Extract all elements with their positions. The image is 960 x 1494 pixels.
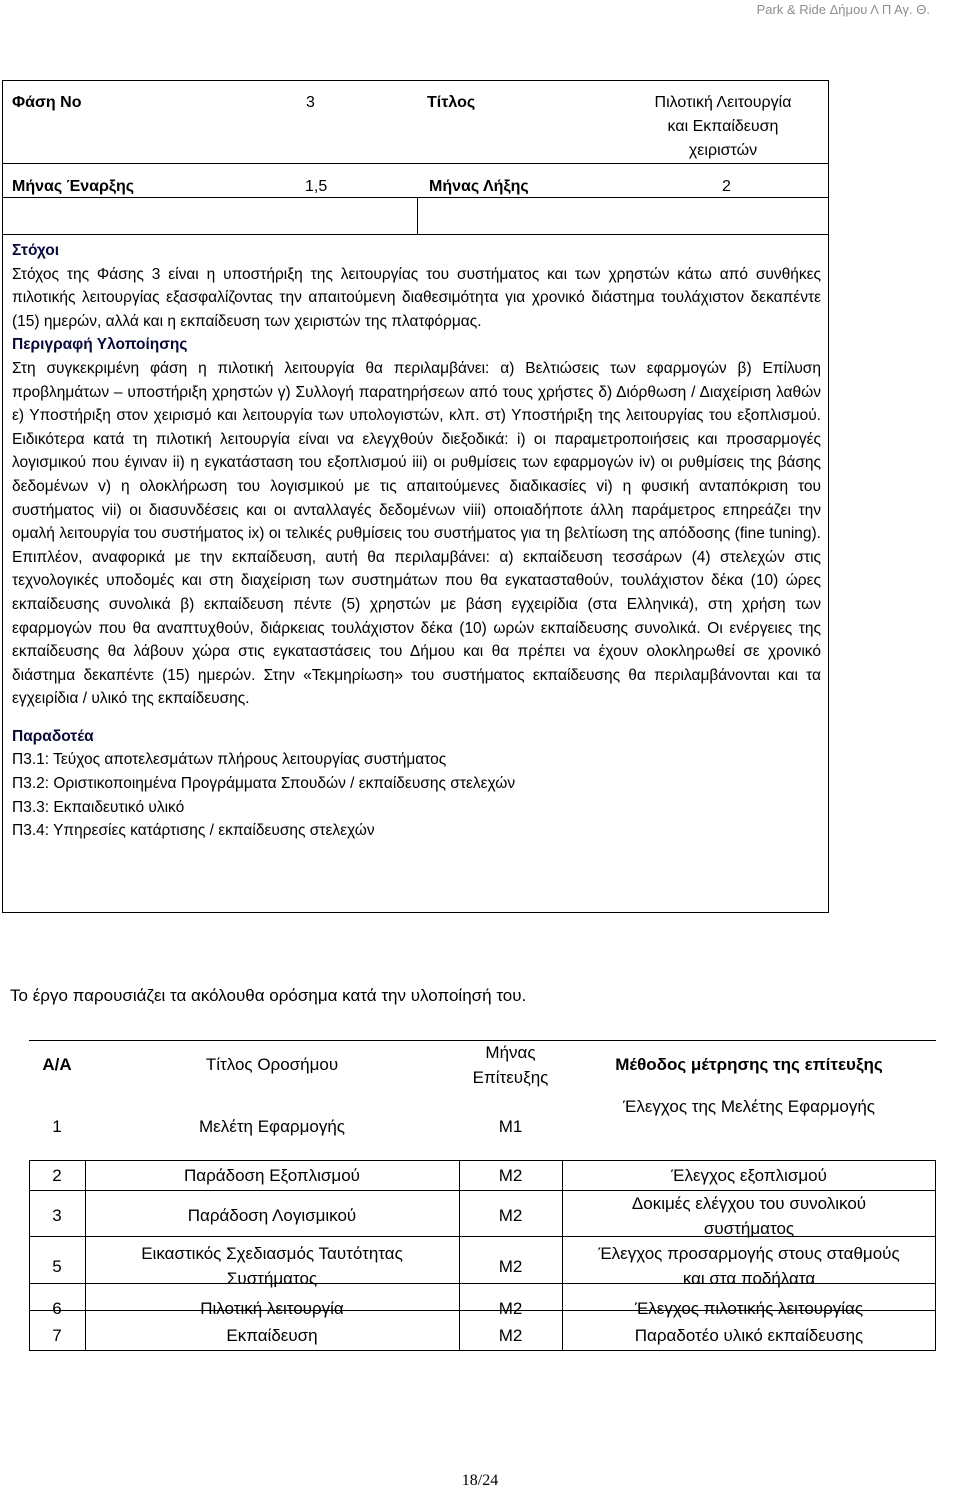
- table-divider: [3, 163, 828, 164]
- table-divider: [29, 1350, 936, 1351]
- table-divider: [3, 234, 828, 235]
- table-row-method: Έλεγχος εξοπλισμού: [671, 1166, 827, 1185]
- end-month-label: Μήνας Λήξης: [429, 178, 529, 195]
- table-row-month: Μ2: [498, 1326, 523, 1345]
- col-header-month: Μήνας Επίτευξης: [472, 1043, 549, 1087]
- table-row-method: Παραδοτέο υλικό εκπαίδευσης: [634, 1326, 864, 1345]
- phase-title-value: Πιλοτική Λειτουργία και Εκπαίδευση χειριστών: [654, 94, 792, 159]
- table-row-title: Παράδοση Λογισμικού: [187, 1206, 357, 1225]
- table-row-id: 6: [52, 1299, 62, 1318]
- phase-table: [2, 80, 829, 913]
- table-row-month: Μ1: [498, 1117, 523, 1136]
- start-month-value: 1,5: [305, 178, 328, 195]
- table-row-id: 1: [52, 1117, 62, 1136]
- col-header-id: Α/Α: [42, 1055, 72, 1074]
- table-row-title: Εκπαίδευση: [226, 1326, 318, 1345]
- page-number: 18/24: [461, 1472, 499, 1489]
- milestones-table: [29, 1040, 936, 1350]
- start-month-label: Μήνας Έναρξης: [12, 178, 135, 195]
- col-header-method: Μέθοδος μέτρησης της επίτευξης: [615, 1055, 883, 1074]
- deliverables-heading: Παραδοτέα: [12, 727, 94, 745]
- phase-title-label: Τίτλος: [427, 94, 476, 111]
- description-text: Στη συγκεκριμένη φάση η πιλοτική λειτουργία θα περιλαμβάνει: α) Βελτιώσεις των εφαρμογών β) Επίλυση προβλημάτων – υποστήριξη χρηστών γ) Συλλογή παρατηρήσεων από τους χρήστες δ) Διόρθωση / Διαχείριση λαθών ε) Υποστήριξη στον χειρισμό και λειτουργία των υπολογιστών, κλπ. στ) Υποστήριξη της λειτουργίας του εξοπλισμού. Ειδικότερα κατά τη πιλοτική λειτουργία είναι να ελεγχθούν διεξοδικά: i) οι παραμετροποιήσεις και προσαρμογές λογισμικού που έγιναν ii) η εγκατάσταση του εξοπλισμού iii) οι ρυθμίσεις των εφαρμογών iv) οι ρυθμίσεις της βάσης δεδομένων v) η ολοκλήρωση του λογισμικού με τις απαιτούμενες διαδικασίες vi) η φυσική ανταπόκριση του συστήματος vii) οι διασυνδέσεις και οι ανταλλαγές δεδομένων viii) οποιαδήποτε άλλη παράμετρος επηρεάζει την ομαλή λειτουργία του συστήματος ix) οι τελικές ρυθμίσεις του συστήματος για τη βελτίωση της απόδοσης (fine tuning). Επιπλέον, αναφορικά με την εκπαίδευση, αυτή θα περιλαμβάνει: α) εκπαίδευση τεσσάρων (4) στελεχών στις τεχνολογικές υποδομές και στη διαχείριση των συστημάτων που θα εγκατασταθούν, τουλάχιστον δέκα (10) ώρες εκπαίδευσης συνολικά β) εκπαίδευση πέντε (5) χρηστών με βάση εγχειρίδια (στα Ελληνικά), στη χρήση των εφαρμογών που θα αναπτυχθούν, διάρκειας τουλάχιστον δέκα (10) ωρών εκπαίδευσης συνολικά. Οι ενέργειες της εκπαίδευσης θα λάβουν χώρα στις εγκαταστάσεις του Δήμου και θα πρέπει να έχουν ολοκληρωθεί σε χρονικό διάστημα δεκαπέντε (15) ημερών. Στην «Τεκμηρίωση» του συστήματος εκπαίδευσης θα περιλαμβάνονται και τα εγχειρίδια / υλικό της εκπαίδευσης.: [12, 359, 821, 708]
- table-row-method: Δοκιμές ελέγχου του συνολικού συστήματος: [631, 1194, 867, 1238]
- table-row-title: Μελέτη Εφαρμογής: [199, 1117, 345, 1136]
- milestones-intro: Το έργο παρουσιάζει τα ακόλουθα ορόσημα κατά την υλοποίησή του.: [10, 986, 527, 1005]
- table-row-method: Έλεγχος της Μελέτης Εφαρμογής: [623, 1097, 875, 1116]
- deliverable-item: Π3.3: Εκπαιδευτικό υλικό: [12, 798, 185, 816]
- description-heading: Περιγραφή Υλοποίησης: [12, 336, 188, 354]
- table-row-title: Πιλοτική λειτουργία: [200, 1299, 344, 1318]
- table-row-method: Έλεγχος προσαρμογής στους σταθμούς και στα ποδήλατα: [598, 1244, 900, 1288]
- document-header-title: Park & Ride Δήμου Λ Π Αγ. Θ.: [756, 2, 930, 17]
- phase-number-value: 3: [306, 94, 315, 111]
- goals-heading: Στόχοι: [12, 242, 59, 259]
- table-row-id: 2: [52, 1166, 62, 1185]
- deliverable-item: Π3.2: Οριστικοποιημένα Προγράμματα Σπουδών / εκπαίδευσης στελεχών: [12, 775, 516, 793]
- table-row-method: Έλεγχος πιλοτικής λειτουργίας: [634, 1299, 864, 1318]
- phase-content: [12, 239, 821, 843]
- table-row-id: 5: [52, 1257, 62, 1276]
- table-row-id: 7: [52, 1326, 62, 1345]
- deliverable-item: Π3.1: Τεύχος αποτελεσμάτων πλήρους λειτουργίας συστήματος: [12, 751, 447, 769]
- goals-text: Στόχος της Φάσης 3 είναι η υποστήριξη της λειτουργίας του συστήματος και των χρηστών κάτω από συνθήκες πιλοτικής λειτουργίας εξασφαλίζοντας την απαιτούμενη διαθεσιμότητα για χρονικό διάστημα τουλάχιστον δεκαπέντε (15) ημερών, αλλά και η εκπαίδευση των χειριστών της πλατφόρμας.: [12, 265, 821, 330]
- table-row-month: Μ2: [498, 1166, 523, 1185]
- table-row-title: Παράδοση Εξοπλισμού: [184, 1166, 360, 1185]
- table-row-title: Εικαστικός Σχεδιασμός Ταυτότητας Συστήματος: [141, 1244, 403, 1288]
- table-row-month: Μ2: [498, 1206, 523, 1225]
- table-divider: [417, 197, 418, 234]
- col-header-title: Τίτλος Οροσήμου: [205, 1055, 339, 1074]
- table-row-month: Μ2: [498, 1257, 523, 1276]
- phase-number-label: Φάση Νο: [12, 94, 82, 111]
- end-month-value: 2: [722, 178, 731, 195]
- table-row-id: 3: [52, 1206, 62, 1225]
- table-divider: [29, 1160, 936, 1161]
- deliverable-item: Π3.4: Υπηρεσίες κατάρτισης / εκπαίδευσης στελεχών: [12, 822, 375, 840]
- table-row-month: Μ2: [498, 1299, 523, 1318]
